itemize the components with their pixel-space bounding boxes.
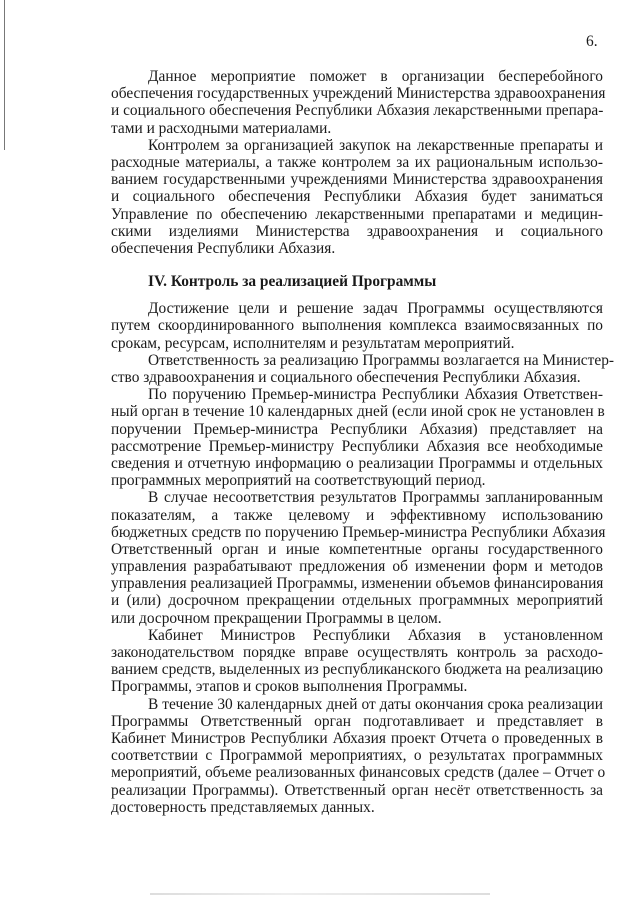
- text-line: сведения и отчетную информацию о реализации Программы и отдельных: [111, 454, 603, 472]
- text-line: По поручению Премьер-министра Республики Абхазия Ответствен-: [148, 386, 603, 404]
- paragraph: [111, 300, 603, 352]
- text-line: Кабинет Министров Республики Абхазия проект Отчета о проведенных в: [111, 729, 603, 747]
- text-line: рассмотрение Премьер-министру Республики Абхазия все необходимые: [111, 437, 603, 455]
- text-line: управления разрабатывают предложения об изменении форм и методов: [111, 558, 603, 576]
- text-line: расходные материалы, а также контролем за их рациональным использо-: [111, 153, 603, 171]
- text-line: Программы Ответственный орган подготавливает и представляет в: [111, 712, 603, 730]
- text-line: поручении Премьер-министра Республики Абхазия) представляет на: [111, 420, 603, 438]
- text-line: программных мероприятий на соответствующий период.: [111, 472, 486, 490]
- document-body: [111, 68, 615, 816]
- text-line: и социального обеспечения Республики Абхазия лекарственными препара-: [111, 102, 604, 120]
- text-line: ванием средств, выделенных из республиканского бюджета на реализацию: [111, 661, 604, 679]
- text-line: тами и расходными материалами.: [111, 119, 332, 137]
- paragraph: [111, 137, 603, 257]
- text-line: и (или) досрочном прекращении отдельных программных мероприятий: [111, 592, 603, 610]
- text-line: Данное мероприятие поможет в организации бесперебойного: [148, 68, 603, 85]
- text-line: обеспечения Республики Абхазия.: [111, 239, 336, 257]
- scan-bottom-marks: [150, 893, 490, 895]
- text-line: ный орган в течение 10 календарных дней (если иной срок не установлен в: [111, 403, 605, 421]
- text-line: показателям, а также целевому и эффективному использованию: [111, 506, 603, 524]
- text-line: скими изделиями Министерства здравоохранения и социального: [111, 222, 603, 240]
- text-line: обеспечения государственных учреждений Министерства здравоохранения: [111, 85, 606, 103]
- paragraph: [111, 489, 606, 627]
- text-line: законодательством порядке вправе осуществлять контроль за расходо-: [111, 644, 603, 662]
- text-line: срокам, ресурсам, исполнителям и результатам мероприятий.: [111, 334, 515, 352]
- text-line: Управление по обеспечению лекарственными препаратами и медицин-: [111, 205, 603, 223]
- text-line: и социального обеспечения Республики Абхазия будет заниматься: [111, 188, 603, 206]
- text-line: Кабинет Министров Республики Абхазия в установленном: [148, 626, 603, 644]
- text-line: путем скоординированного выполнения комплекса взаимосвязанных по: [111, 317, 603, 335]
- paragraph: [111, 386, 603, 489]
- text-line: или досрочном прекращении Программы в целом.: [111, 609, 442, 627]
- section-heading: IV. Контроль за реализацией Программы: [148, 273, 437, 291]
- page-number: 6.: [586, 33, 598, 50]
- paragraphs-after-heading: [111, 300, 615, 816]
- text-line: Ответственный орган и иные компетентные органы государственного: [111, 540, 603, 558]
- text-line: ство здравоохранения и социального обеспечения Республики Абхазия.: [111, 369, 581, 387]
- text-line: В случае несоответствия результатов Программы запланированным: [148, 489, 603, 507]
- text-line: Ответственность за реализацию Программы возлагается на Министер-: [148, 351, 615, 369]
- text-line: В течение 30 календарных дней от даты окончания срока реализации: [148, 695, 603, 713]
- text-line: реализации Программы). Ответственный орган несёт ответственность за: [111, 781, 603, 799]
- scan-edge-line: [4, 0, 5, 150]
- text-line: мероприятий, объеме реализованных финансовых средств (далее – Отчет о: [111, 764, 606, 782]
- text-line: Программы, этапов и сроков выполнения Программы.: [111, 678, 468, 696]
- paragraph: [111, 351, 615, 387]
- text-line: управления реализацией Программы, изменении объемов финансирования: [111, 575, 604, 593]
- text-line: Контролем за организацией закупок на лекарственные препараты и: [148, 136, 603, 154]
- paragraph: [111, 695, 606, 816]
- text-line: бюджетных средств по поручению Премьер-министра Республики Абхазия: [111, 523, 606, 541]
- text-line: соответствии с Программой мероприятиях, о результатах программных: [111, 747, 603, 765]
- text-line: достоверность представляемых данных.: [111, 798, 375, 816]
- paragraphs-before-heading: [111, 68, 606, 257]
- text-line: Достижение цели и решение задач Программы осуществляются: [148, 300, 603, 318]
- paragraph: [111, 627, 603, 696]
- text-line: ванием государственными учреждениями Министерства здравоохранения: [111, 171, 603, 189]
- paragraph: [111, 68, 606, 137]
